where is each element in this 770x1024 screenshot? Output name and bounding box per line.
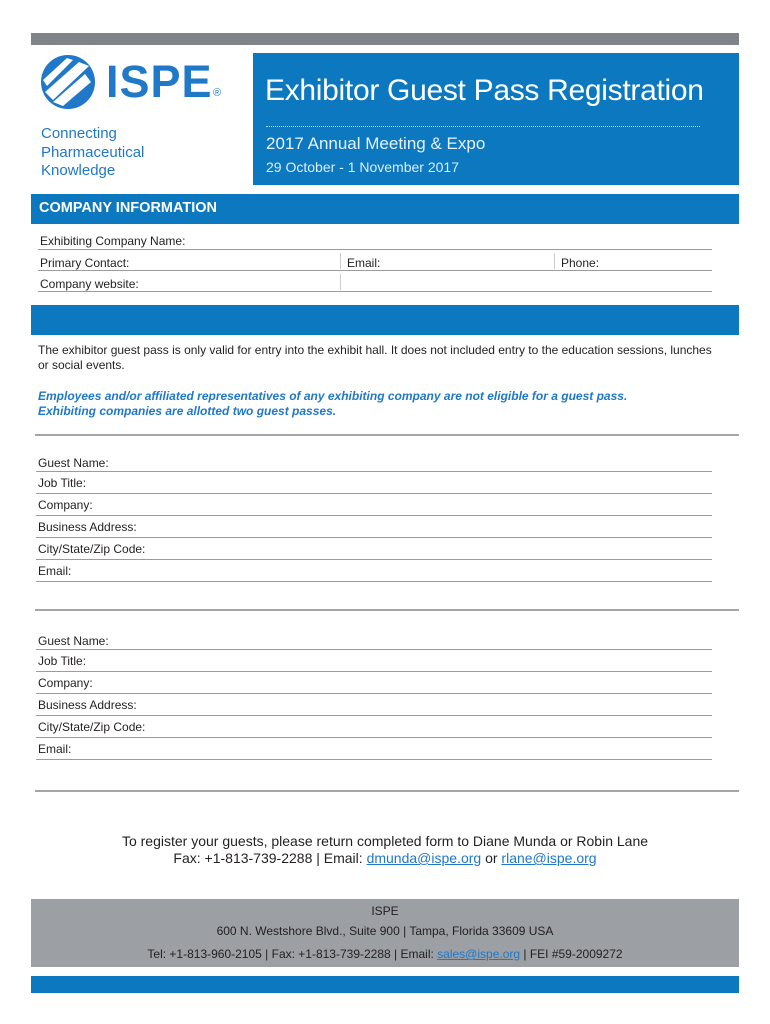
footer-contact	[31, 947, 739, 961]
guest-name-field[interactable]	[36, 649, 712, 650]
event-dates: 29 October - 1 November 2017	[266, 159, 459, 175]
city-state-zip-field[interactable]	[36, 559, 712, 560]
guest-email-field[interactable]	[36, 581, 712, 582]
column-divider	[340, 253, 341, 269]
registration-instructions: To register your guests, please return completed form to Diane Munda or Robin Lane	[121, 833, 649, 849]
guest-section-header	[31, 305, 739, 335]
business-address-field[interactable]	[36, 715, 712, 716]
bottom-bar	[31, 976, 739, 993]
page-title: Exhibitor Guest Pass Registration	[265, 74, 704, 107]
footer-org: ISPE	[371, 904, 399, 918]
tagline-line-1: Connecting	[41, 125, 117, 142]
company-website-field[interactable]	[38, 291, 712, 292]
event-name: 2017 Annual Meeting & Expo	[266, 134, 486, 153]
guest-email-field[interactable]	[36, 759, 712, 760]
company-website-label: Company website:	[40, 277, 139, 291]
city-state-zip-field[interactable]	[36, 737, 712, 738]
company-section-header	[31, 194, 739, 224]
primary-contact-label: Primary Contact:	[40, 256, 130, 270]
job-title-label: Job Title:	[38, 476, 87, 490]
email-label: Email:	[347, 256, 381, 270]
section-separator	[35, 434, 739, 436]
column-divider	[340, 274, 341, 290]
ispe-logo-icon	[39, 52, 97, 112]
business-address-label: Business Address:	[38, 520, 137, 534]
company-name-field[interactable]	[38, 249, 712, 250]
section-separator	[35, 790, 739, 792]
city-state-zip-label: City/State/Zip Code:	[38, 720, 146, 734]
header-divider	[266, 126, 700, 127]
header-panel	[253, 53, 739, 185]
business-address-field[interactable]	[36, 537, 712, 538]
footer-contact-prefix: Tel: +1-813-960-2105 | Fax: +1-813-739-2288 | Email:	[147, 947, 438, 961]
logo-registered-mark: ®	[213, 87, 222, 99]
tagline-line-2: Pharmaceutical	[41, 143, 145, 161]
logo-wordmark: ISPE	[106, 56, 213, 107]
column-divider	[554, 253, 555, 269]
footer-contact-suffix: | FEI #59-2009272	[520, 947, 623, 961]
tagline-line-3: Knowledge	[41, 162, 116, 179]
phone-label: Phone:	[561, 256, 600, 270]
guest-pass-notice: The exhibitor guest pass is only valid for entry into the exhibit hall. It does not included entry to the education sessions, lunches or social events.	[38, 343, 712, 372]
job-title-field[interactable]	[36, 493, 712, 494]
email-link-rlane[interactable]: rlane@ispe.org	[501, 850, 597, 866]
company-name-label: Exhibiting Company Name:	[40, 234, 186, 248]
email-link-sales[interactable]: sales@ispe.org	[437, 947, 521, 961]
company-label: Company:	[38, 498, 93, 512]
guest-email-label: Email:	[38, 742, 72, 756]
guest-name-label: Guest Name:	[38, 634, 109, 648]
registration-contact	[31, 850, 739, 867]
footer	[31, 899, 739, 967]
guest-email-label: Email:	[38, 564, 72, 578]
city-state-zip-label: City/State/Zip Code:	[38, 542, 146, 556]
company-field[interactable]	[36, 693, 712, 694]
job-title-label: Job Title:	[38, 654, 87, 668]
company-field[interactable]	[36, 515, 712, 516]
company-label: Company:	[38, 676, 93, 690]
guest-name-field[interactable]	[36, 471, 712, 472]
email-link-dmunda[interactable]: dmunda@ispe.org	[366, 850, 482, 866]
primary-contact-field[interactable]	[38, 270, 712, 271]
section-separator	[35, 609, 739, 611]
or-text: or	[481, 850, 502, 866]
company-section-title: COMPANY INFORMATION	[39, 200, 218, 216]
eligibility-notice-line-2: Exhibiting companies are allotted two guest passes.	[38, 404, 337, 418]
logo-tagline	[41, 125, 241, 181]
footer-address: 600 N. Westshore Blvd., Suite 900 | Tampa, Florida 33609 USA	[216, 924, 554, 938]
eligibility-notice	[38, 389, 718, 419]
job-title-field[interactable]	[36, 671, 712, 672]
business-address-label: Business Address:	[38, 698, 137, 712]
guest-name-label: Guest Name:	[38, 456, 109, 470]
fax-text: Fax: +1-813-739-2288 | Email:	[173, 850, 367, 866]
top-bar	[31, 33, 739, 45]
eligibility-notice-line-1: Employees and/or affiliated representatives of any exhibiting company are not eligible for a guest pass.	[38, 389, 628, 403]
